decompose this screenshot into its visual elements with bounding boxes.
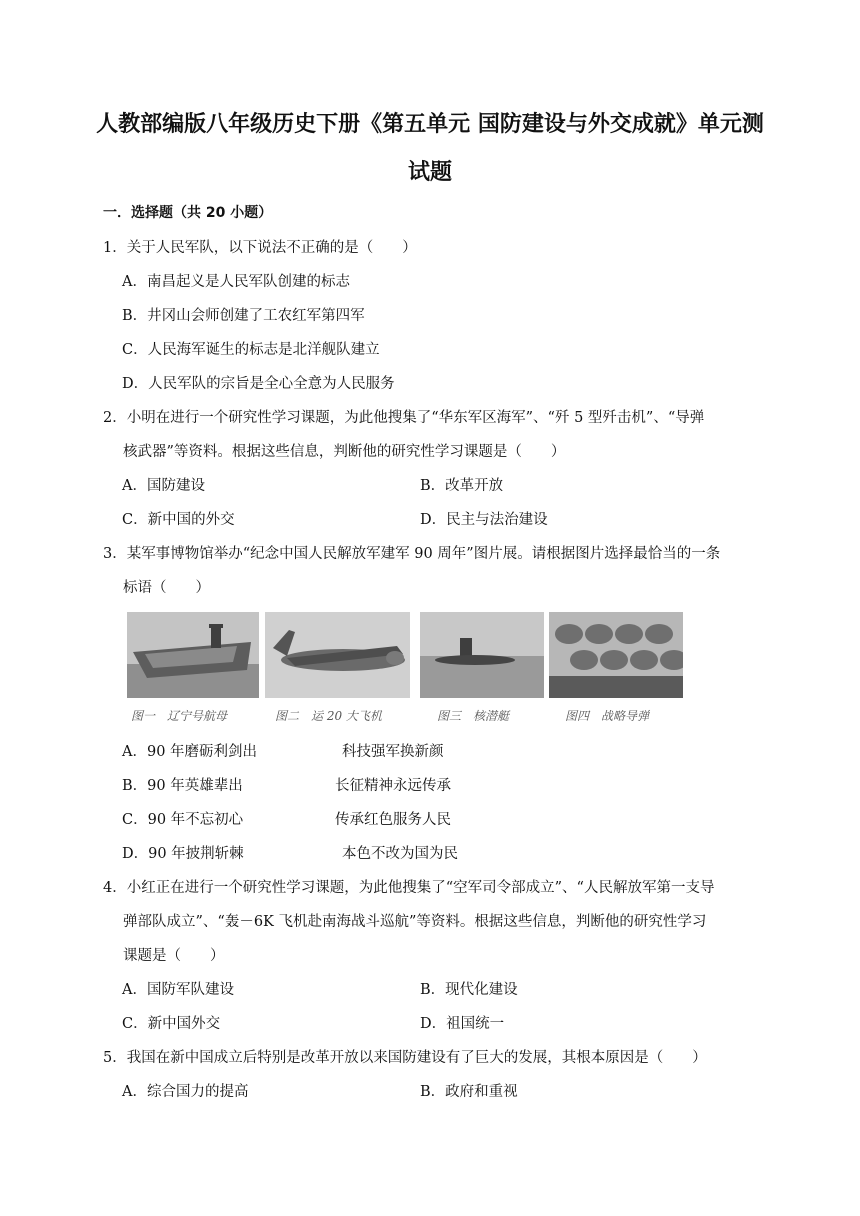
question-5-option-b: B．政府和重视: [420, 1084, 518, 1100]
question-3-figure: [125, 612, 685, 724]
figure-caption-4: 图四 战略导弹: [565, 709, 650, 723]
question-3-option-d-slogan: 本色不改为国为民: [342, 846, 458, 862]
figure-caption-3: 图三 核潜艇: [437, 709, 510, 723]
question-4-option-d: D．祖国统一: [420, 1016, 505, 1032]
question-3-option-a-slogan: 科技强军换新颜: [342, 744, 444, 760]
question-2-stem: 2．小明在进行一个研究性学习课题，为此他搜集了“华东军区海军”、“歼 5 型歼击机”、“导弹: [103, 410, 705, 426]
question-2-stem-continued: 核武器”等资料。根据这些信息，判断他的研究性学习课题是（ ）: [123, 444, 566, 460]
question-3-option-b-slogan: 长征精神永远传承: [335, 778, 451, 794]
question-2-option-c: C．新中国的外交: [122, 512, 235, 528]
missile-photo: [549, 612, 683, 698]
question-4-stem: 4．小红正在进行一个研究性学习课题，为此他搜集了“空军司令部成立”、“人民解放军第一支导: [103, 880, 715, 896]
question-5-option-a: A．综合国力的提高: [122, 1084, 249, 1100]
question-2-option-a: A．国防建设: [122, 478, 205, 494]
document-title-continued: 试题: [407, 160, 452, 185]
submarine-photo: [420, 612, 544, 698]
section-heading: 一．选择题（共 20 小题）: [103, 205, 273, 221]
question-3-stem-continued: 标语（ ）: [123, 580, 210, 596]
question-4-option-a: A．国防军队建设: [122, 982, 234, 998]
question-1-option-c: C．人民海军诞生的标志是北洋舰队建立: [122, 342, 380, 358]
question-3-stem: 3．某军事博物馆举办“纪念中国人民解放军建军 90 周年”图片展。请根据图片选择最恰当的一条: [103, 546, 721, 562]
question-3-option-d: D．90 年披荆斩棘: [122, 846, 244, 862]
question-4-stem-continued: 弹部队成立”、“轰－6K 飞机赴南海战斗巡航”等资料。根据这些信息，判断他的研究性学习: [123, 914, 707, 930]
question-2-option-d: D．民主与法治建设: [420, 512, 548, 528]
question-4-option-b: B．现代化建设: [420, 982, 518, 998]
question-1-option-b: B．井冈山会师创建了工农红军第四军: [122, 308, 365, 324]
question-3-option-c-slogan: 传承红色服务人民: [335, 812, 451, 828]
question-5-stem: 5．我国在新中国成立后特别是改革开放以来国防建设有了巨大的发展，其根本原因是（ ）: [103, 1050, 707, 1066]
question-3-option-b: B．90 年英雄辈出: [122, 778, 243, 794]
question-2-option-b: B．改革开放: [420, 478, 504, 494]
question-3-option-a: A．90 年磨砺利剑出: [122, 744, 258, 760]
aircraft-carrier-photo: [127, 612, 259, 698]
figure-caption-1: 图一 辽宁号航母: [131, 709, 228, 723]
question-1-option-a: A．南昌起义是人民军队创建的标志: [122, 274, 350, 290]
document-title: 人教部编版八年级历史下册《第五单元 国防建设与外交成就》单元测: [96, 112, 764, 137]
question-4-stem-continued-2: 课题是（ ）: [123, 948, 225, 964]
question-4-option-c: C．新中国外交: [122, 1016, 221, 1032]
figure-caption-2: 图二 运 20 大飞机: [275, 709, 382, 723]
question-1-option-d: D．人民军队的宗旨是全心全意为人民服务: [122, 376, 395, 392]
question-1-stem: 1．关于人民军队，以下说法不正确的是（ ）: [103, 240, 417, 256]
transport-plane-photo: [265, 612, 410, 698]
question-3-option-c: C．90 年不忘初心: [122, 812, 244, 828]
